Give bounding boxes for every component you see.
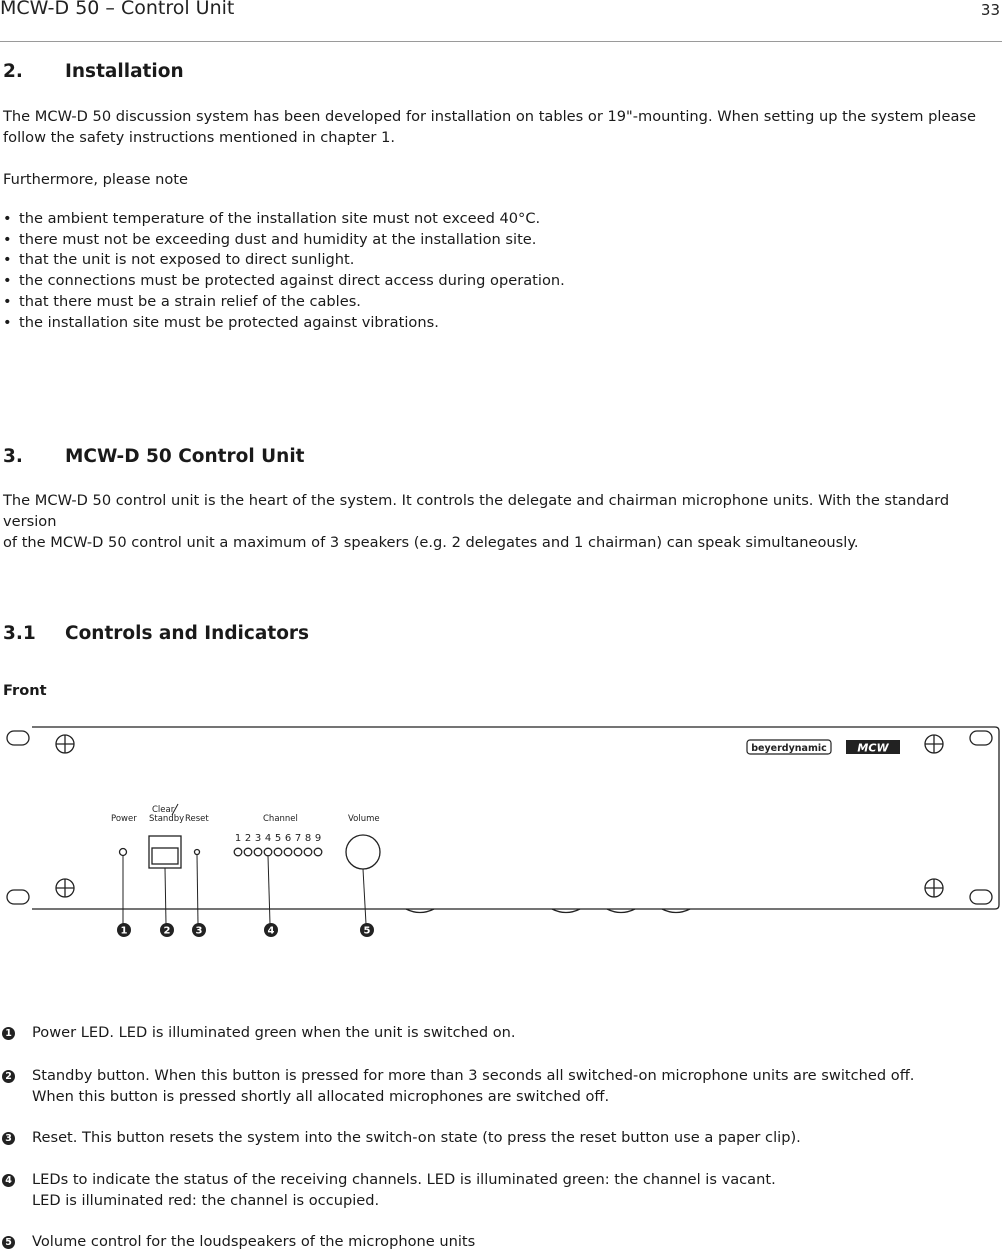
section-2-heading <box>3 61 403 85</box>
svg-text:3: 3 <box>195 925 203 937</box>
channel-number: 8 <box>304 833 312 844</box>
running-title: MCW-D 50 – Control Unit <box>0 0 235 19</box>
page-number: 33 <box>980 1 1000 19</box>
list-item: • that there must be a strain relief of the cables. <box>3 292 565 313</box>
section-2-intro <box>3 106 976 148</box>
legend-text: LED is illuminated red: the channel is occupied. <box>32 1191 380 1209</box>
legend-text: Standby button. When this button is pressed for more than 3 seconds all switched-on microphone units are switched off. <box>32 1067 915 1084</box>
list-item: • the ambient temperature of the installation site must not exceed 40°C. <box>3 209 565 230</box>
paragraph-line: The MCW-D 50 control unit is the heart of the system. It controls the delegate and chairman microphone units. With the standard version <box>3 492 950 530</box>
channel-label: Channel <box>263 814 298 824</box>
standby-label: Standby <box>149 814 185 824</box>
mounting-slot <box>970 890 992 904</box>
screw-icon <box>56 879 74 897</box>
channel-number: 5 <box>274 833 282 844</box>
front-panel-diagram <box>0 720 1002 950</box>
section-title: Controls and Indicators <box>65 623 310 644</box>
channel-number: 6 <box>284 833 292 844</box>
list-item: • there must not be exceeding dust and humidity at the installation site. <box>3 230 565 251</box>
list-item: • that the unit is not exposed to direct sunlight. <box>3 250 565 271</box>
reset-label: Reset <box>185 814 209 824</box>
channel-number: 3 <box>254 833 262 844</box>
screw-icon <box>925 879 943 897</box>
requirements-list <box>3 209 565 333</box>
channel-number: 4 <box>264 833 272 844</box>
legend-text: When this button is pressed shortly all allocated microphones are switched off. <box>32 1087 610 1105</box>
marker-1 <box>117 923 131 937</box>
list-item: • the installation site must be protected against vibrations. <box>3 313 565 334</box>
list-item: • the connections must be protected against direct access during operation. <box>3 271 565 292</box>
svg-text:4: 4 <box>267 925 275 937</box>
product-logo-text: MCW <box>857 741 889 755</box>
volume-knob <box>346 835 380 869</box>
section-number: 3.1 <box>3 623 36 644</box>
section-3-1-heading <box>3 623 503 647</box>
section-3-body <box>3 490 1002 553</box>
marker-badge: 2 <box>2 1070 15 1083</box>
marker-4 <box>264 923 278 937</box>
section-number: 2. <box>3 61 23 82</box>
svg-text:5: 5 <box>363 925 371 937</box>
channel-leds <box>234 848 322 856</box>
screw-icon <box>925 735 943 753</box>
standby-button <box>149 836 181 868</box>
channel-number: 1 <box>234 833 242 844</box>
subheading-front: Front <box>3 682 47 699</box>
marker-3 <box>192 923 206 937</box>
section-number: 3. <box>3 446 23 467</box>
marker-badge: 4 <box>2 1174 15 1187</box>
reset-hole <box>195 850 200 855</box>
legend-text: Volume control for the loudspeakers of the microphone units <box>32 1233 476 1250</box>
section-title: Installation <box>65 61 184 82</box>
section-3-heading <box>3 446 503 470</box>
marker-2 <box>160 923 174 937</box>
power-led <box>120 849 127 856</box>
svg-text:2: 2 <box>163 925 171 937</box>
standby-button-face <box>152 848 178 864</box>
marker-badge: 3 <box>2 1132 15 1145</box>
mounting-slot <box>970 731 992 745</box>
paragraph-line: of the MCW-D 50 control unit a maximum of 3 speakers (e.g. 2 delegates and 1 chairman) can speak simultaneously. <box>3 534 859 551</box>
mounting-slot <box>7 731 29 745</box>
svg-text:1: 1 <box>120 925 128 937</box>
paragraph-line: The MCW-D 50 discussion system has been developed for installation on tables or 19"-mounting. When setting up the system please <box>3 108 976 125</box>
marker-badge: 1 <box>2 1027 15 1040</box>
legend-text: LEDs to indicate the status of the receiving channels. LED is illuminated green: the channel is vacant. <box>32 1171 776 1188</box>
volume-label: Volume <box>348 814 380 824</box>
channel-number: 7 <box>294 833 302 844</box>
power-label: Power <box>111 814 137 824</box>
header-rule <box>0 41 1002 42</box>
clear-label: Clear <box>152 805 175 815</box>
note-lead: Furthermore, please note <box>3 171 188 188</box>
channel-number: 9 <box>314 833 322 844</box>
paragraph-line: follow the safety instructions mentioned in chapter 1. <box>3 129 395 146</box>
marker-5 <box>360 923 374 937</box>
channel-number: 2 <box>244 833 252 844</box>
marker-badge: 5 <box>2 1236 15 1249</box>
section-title: MCW-D 50 Control Unit <box>65 446 305 467</box>
mounting-slot <box>7 890 29 904</box>
brand-logo-text: beyerdynamic <box>751 743 827 754</box>
legend-text: Power LED. LED is illuminated green when the unit is switched on. <box>32 1024 516 1041</box>
screw-icon <box>56 735 74 753</box>
legend-text: Reset. This button resets the system into the switch-on state (to press the reset button use a paper clip). <box>32 1129 801 1146</box>
